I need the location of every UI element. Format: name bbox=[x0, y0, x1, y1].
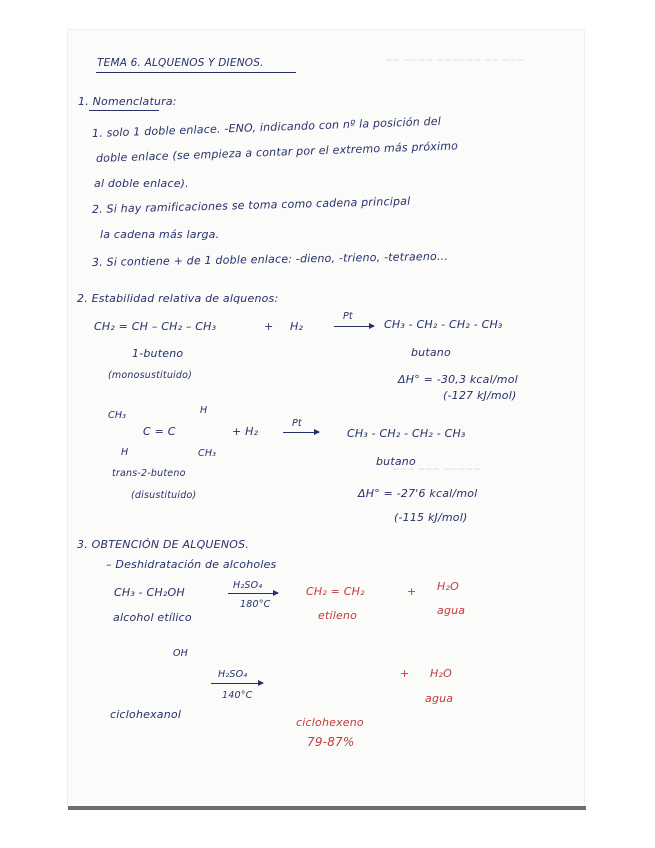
reagent-sulfuric-acid: H₂SO₄ bbox=[218, 669, 248, 680]
subheading-deshidratacion: – Deshidratación de alcoholes bbox=[106, 558, 277, 571]
reaction-yield: 79-87% bbox=[307, 735, 355, 749]
section-heading-estabilidad: 2. Estabilidad relativa de alquenos: bbox=[77, 292, 279, 305]
reactant-name: ciclohexanol bbox=[110, 708, 182, 721]
water-name: agua bbox=[437, 604, 466, 617]
product-name: ciclohexeno bbox=[296, 716, 364, 729]
product-name: butano bbox=[411, 346, 451, 359]
reactant-name: alcohol etílico bbox=[113, 611, 192, 624]
hydrogen: H₂ bbox=[290, 320, 304, 333]
reactant-name: trans-2-buteno bbox=[112, 468, 186, 479]
section-heading-obtencion: 3. OBTENCIÓN DE ALQUENOS. bbox=[77, 538, 249, 551]
plus-sign: + bbox=[264, 320, 274, 333]
reactant-1-buteno: CH₂ = CH – CH₂ – CH₃ bbox=[94, 320, 217, 333]
enthalpy-kj: (-115 kJ/mol) bbox=[394, 511, 468, 524]
double-bond-cc: C = C bbox=[143, 425, 176, 438]
catalyst-label: Pt bbox=[292, 418, 302, 429]
substituent-h-bottom-left: H bbox=[121, 447, 129, 458]
reaction-temperature: 140°C bbox=[222, 690, 253, 701]
water: H₂O bbox=[430, 667, 452, 680]
water-name: agua bbox=[425, 692, 454, 705]
bleed-through-text: ~~ ~~~~ ~~~~~~ ~~ ~~~ bbox=[385, 56, 525, 66]
product-name: butano bbox=[376, 455, 416, 468]
substituent-ch3-bottom-right: CH₃ bbox=[198, 448, 217, 459]
reaction-arrow bbox=[334, 326, 374, 327]
plus-hydrogen: + H₂ bbox=[232, 425, 259, 438]
product-butano: CH₃ - CH₂ - CH₂ - CH₃ bbox=[347, 427, 466, 440]
reactant-name: 1-buteno bbox=[132, 347, 184, 360]
reaction-arrow bbox=[283, 432, 319, 433]
heading-underline bbox=[89, 110, 159, 111]
enthalpy-value: ΔH° = -30,3 kcal/mol bbox=[398, 373, 518, 386]
enthalpy-kj: (-127 kJ/mol) bbox=[443, 389, 517, 402]
substitution-type: (disustituido) bbox=[131, 490, 197, 501]
rule-2-line-1: 2. Si hay ramificaciones se toma como cadena principal bbox=[91, 194, 411, 216]
product-name: etileno bbox=[318, 609, 358, 622]
substitution-type: (monosustituido) bbox=[108, 370, 193, 381]
reagent-sulfuric-acid: H₂SO₄ bbox=[233, 580, 263, 591]
substituent-ch3-top-left: CH₃ bbox=[108, 410, 127, 421]
rule-3: 3. Si contiene + de 1 doble enlace: -dieno, -trieno, -tetraeno... bbox=[91, 249, 449, 269]
substituent-h-top-right: H bbox=[200, 405, 208, 416]
catalyst-label: Pt bbox=[343, 311, 353, 322]
section-heading-nomenclatura: 1. Nomenclatura: bbox=[78, 95, 177, 108]
enthalpy-value: ΔH° = -27'6 kcal/mol bbox=[358, 487, 478, 500]
title-underline bbox=[96, 72, 296, 73]
rule-2-line-2: la cadena más larga. bbox=[100, 228, 220, 241]
reactant-ethanol: CH₃ - CH₂OH bbox=[114, 586, 185, 599]
plus-sign: + bbox=[407, 585, 417, 598]
product-ethylene: CH₂ = CH₂ bbox=[306, 585, 365, 598]
water: H₂O bbox=[437, 580, 459, 593]
hydroxyl-group: OH bbox=[173, 648, 189, 659]
bleed-through-text: ~~~ ~~~ ~~~~~ bbox=[392, 465, 481, 475]
rule-1-line-1: 1. solo 1 doble enlace. -ENO, indicando con nº la posición del bbox=[91, 114, 442, 140]
rule-1-line-2: doble enlace (se empieza a contar por el extremo más próximo bbox=[95, 139, 459, 165]
product-butano: CH₃ - CH₂ - CH₂ - CH₃ bbox=[384, 318, 503, 331]
reaction-arrow bbox=[211, 683, 263, 684]
page-edge bbox=[68, 806, 586, 810]
page-title: TEMA 6. ALQUENOS Y DIENOS. bbox=[97, 57, 264, 69]
reaction-temperature: 180°C bbox=[240, 599, 271, 610]
rule-1-line-3: al doble enlace). bbox=[94, 177, 189, 190]
plus-sign: + bbox=[400, 667, 410, 680]
reaction-arrow bbox=[228, 593, 278, 594]
